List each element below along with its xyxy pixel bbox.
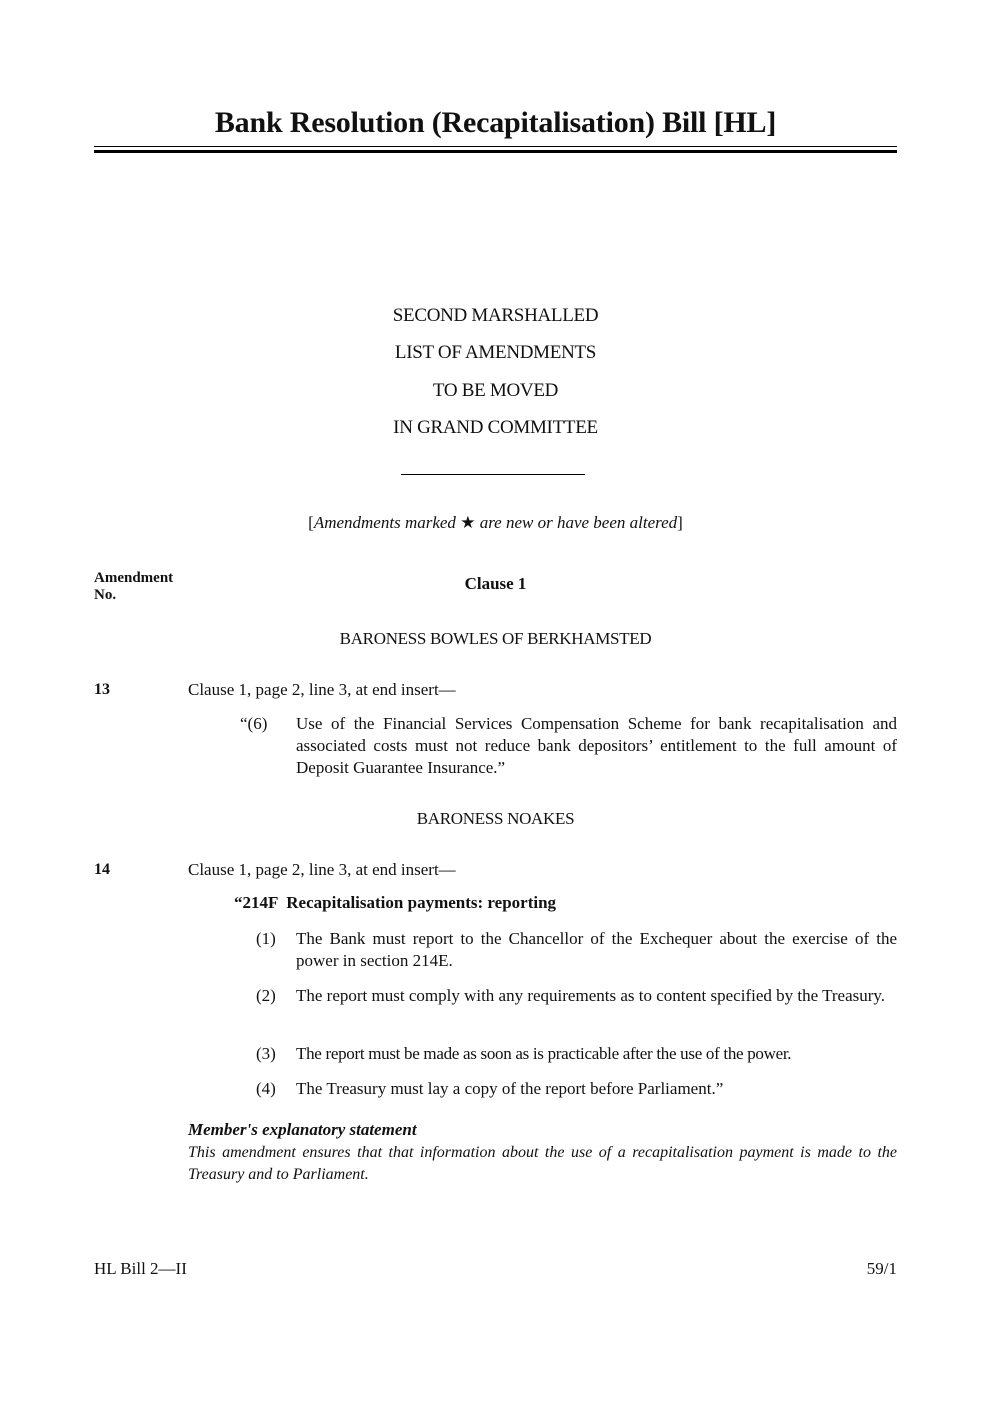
paragraph-number: “(6) [240, 714, 268, 733]
bill-reference: HL Bill 2—II [94, 1259, 187, 1278]
paragraph-number: (1) [256, 929, 276, 948]
paragraph-text: Use of the Financial Services Compensation Scheme for bank recapitalisation and associated costs must not reduce bank depositors’ entitlement to the full amount of Deposit Guarantee Insurance.” [296, 714, 897, 777]
note-close-bracket: ] [677, 513, 683, 532]
column-header-line-2: No. [94, 587, 117, 603]
amendment-number: 14 [94, 861, 110, 878]
title-rule-thin [94, 146, 897, 147]
paragraph-number: (4) [256, 1079, 276, 1098]
heading-line-3: TO BE MOVED [432, 380, 559, 401]
paragraph-text: The Treasury must lay a copy of the report before Parliament.” [296, 1079, 724, 1098]
amendment-paragraph [240, 713, 897, 779]
clause-heading: Clause 1 [464, 574, 527, 593]
star-icon: ★ [460, 513, 476, 532]
amendment-number: 13 [94, 681, 110, 698]
heading-line-4: IN GRAND COMMITTEE [393, 417, 598, 438]
paragraph-text: The report must be made as soon as is practicable after the use of the power. [296, 1044, 792, 1063]
page-reference: 59/1 [866, 1259, 897, 1278]
bill-title: Bank Resolution (Recapitalisation) Bill [HL] [214, 106, 777, 139]
amendment-paragraph [240, 1078, 897, 1100]
note-text-before: Amendments marked [313, 513, 461, 532]
amendment-paragraph [240, 928, 897, 972]
note-open-bracket: [ [308, 513, 314, 532]
column-header-line-1: Amendment [94, 570, 174, 586]
heading-divider [401, 474, 585, 475]
heading-line-2: LIST OF AMENDMENTS [394, 342, 597, 363]
inserted-section-heading: “214F Recapitalisation payments: reporting [234, 893, 557, 912]
amendment-paragraph [240, 985, 897, 1029]
member-name: BARONESS BOWLES OF BERKHAMSTED [339, 629, 652, 648]
amendment-instruction: Clause 1, page 2, line 3, at end insert— [188, 860, 456, 879]
amendments-note [0, 513, 991, 533]
heading-line-1: SECOND MARSHALLED [392, 305, 599, 326]
paragraph-number: (3) [256, 1044, 276, 1063]
explanatory-statement-text: This amendment ensures that that information about the use of a recapitalisation payment is made to the Treasury and to Parliament. [188, 1144, 897, 1183]
member-name: BARONESS NOAKES [416, 809, 575, 828]
explanatory-statement-title: Member's explanatory statement [188, 1120, 417, 1139]
paragraph-text: The report must comply with any requirements as to content specified by the Treasury. [296, 986, 886, 1005]
amendment-paragraph [240, 1043, 897, 1065]
title-rule-thick [94, 150, 897, 153]
amendment-instruction: Clause 1, page 2, line 3, at end insert— [188, 680, 456, 699]
paragraph-text: The Bank must report to the Chancellor of the Exchequer about the exercise of the power in section 214E. [296, 929, 897, 970]
note-text-after: are new or have been altered [475, 513, 678, 532]
paragraph-number: (2) [256, 986, 276, 1005]
